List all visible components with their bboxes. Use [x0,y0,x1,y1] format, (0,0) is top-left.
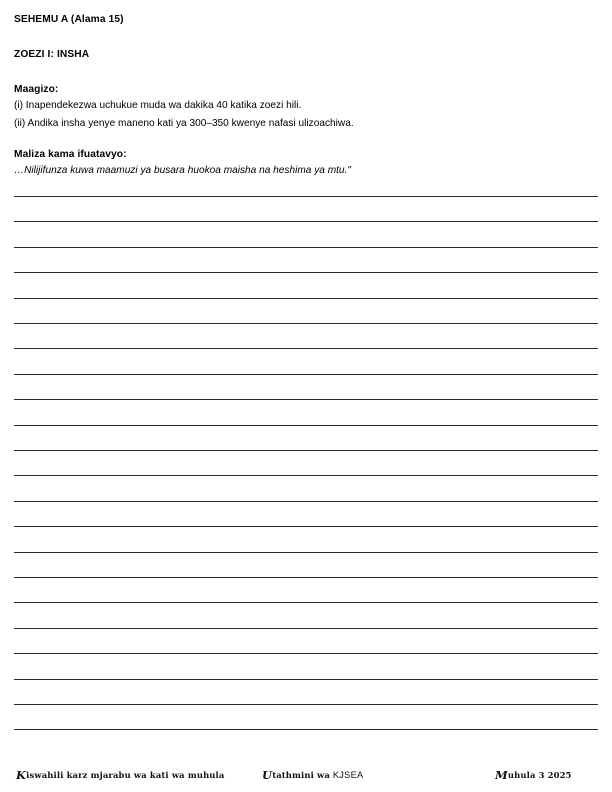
answer-line[interactable] [14,628,598,629]
answer-line[interactable] [14,602,598,603]
exercise-title: ZOEZI I: INSHA [14,49,90,60]
footer-term-text: uhula 3 2025 [507,770,572,780]
footer-assessment-initial: U [262,767,273,782]
footer-subject-initial: K [16,767,27,782]
footer-subject-text: iswahili karz mjarabu wa kati wa muhula [26,770,225,780]
answer-line[interactable] [14,247,598,248]
answer-line[interactable] [14,399,598,400]
footer-assessment-text: tathmini wa [272,770,330,780]
answer-line[interactable] [14,348,598,349]
finish-label: Maliza kama ifuatavyo: [14,149,127,160]
answer-line[interactable] [14,501,598,502]
section-title: SEHEMU A (Alama 15) [14,14,124,25]
footer-subject [16,767,225,782]
page-footer [14,766,598,788]
instructions-label: Maagizo: [14,84,59,95]
answer-line[interactable] [14,221,598,222]
answer-line[interactable] [14,552,598,553]
answer-line[interactable] [14,526,598,527]
answer-line[interactable] [14,272,598,273]
answer-line[interactable] [14,323,598,324]
header-block [14,13,598,178]
answer-line[interactable] [14,653,598,654]
instruction-item-2: (ii) Andika insha yenye maneno kati ya 300–350 kwenye nafasi ulizoachiwa. [14,117,354,129]
footer-term-initial: M [495,767,508,782]
answer-line[interactable] [14,475,598,476]
finish-quote: …Nilijifunza kuwa maamuzi ya busara huokoa maisha na heshima ya mtu." [14,165,351,176]
instruction-item-1: (i) Inapendekezwa uchukue muda wa dakika 40 katika zoezi hili. [14,100,302,111]
answer-line[interactable] [14,704,598,705]
footer-term [495,767,572,782]
answer-line[interactable] [14,577,598,578]
answer-line[interactable] [14,196,598,197]
answer-line[interactable] [14,374,598,375]
answer-line[interactable] [14,679,598,680]
footer-exam-code: KJSEA [329,770,364,780]
footer-assessment [262,767,364,782]
answer-line[interactable] [14,298,598,299]
answer-line[interactable] [14,450,598,451]
answer-line[interactable] [14,425,598,426]
answer-line[interactable] [14,729,598,730]
